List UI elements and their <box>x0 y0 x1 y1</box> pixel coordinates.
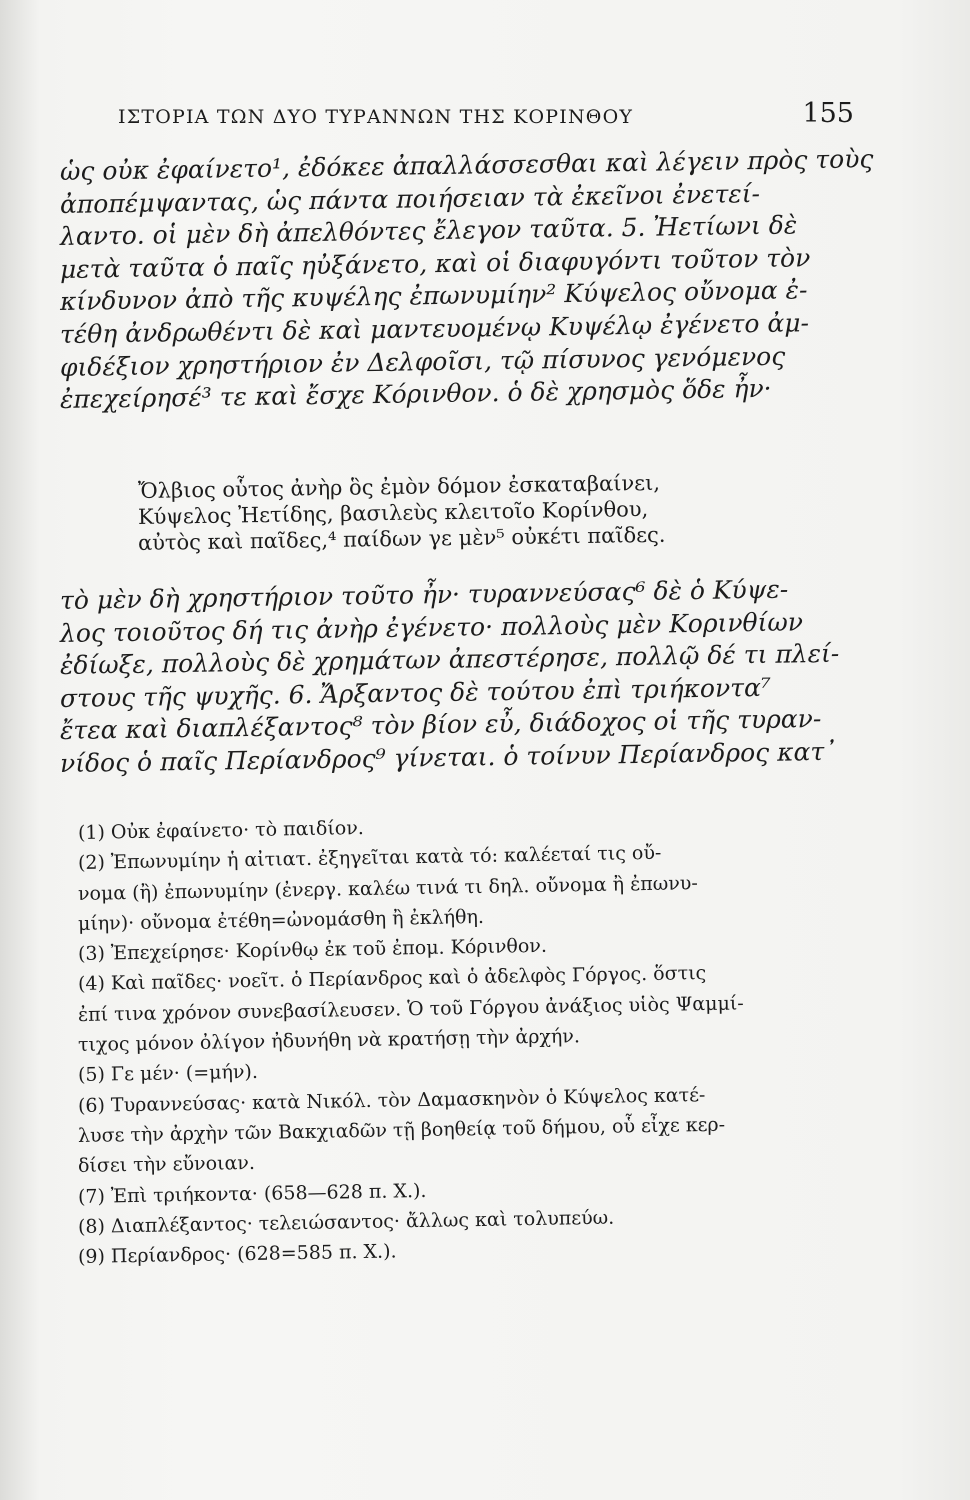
text-line: φιδέξιον χρηστήριον ἐν Δελφοῖσι, τῷ πίσυνος γενόμενος <box>59 341 786 382</box>
text-line: τὸ μὲν δὴ χρηστήριον τοῦτο ἦν· τυραννεύσας⁶ δὲ ὁ Κύψε- <box>59 574 789 615</box>
text-line: μετὰ ταῦτα ὁ παῖς ηὐξάνετο, καὶ οἱ διαφυγόντι τοῦτον τὸν <box>59 242 811 284</box>
footnote-line: τιχος μόνον ὀλίγον ἠδυνήθη νὰ κρατήσῃ τὴν ἀρχήν. <box>77 1025 581 1057</box>
text-line: ἐπεχείρησέ³ τε καὶ ἔσχε Κόρινθον. ὁ δὲ χρησμὸς ὅδε ἦν· <box>59 373 772 415</box>
footnote-line: ἐπί τινα χρόνον συνεβασίλευσεν. Ὁ τοῦ Γόργου ἀνάξιος υἱὸς Ψαμμί- <box>77 992 744 1026</box>
text-line: κίνδυνον ἀπὸ τῆς κυψέλης ἐπωνυμίην² Κύψελος οὔνομα ἐ- <box>59 275 808 317</box>
page-number: 155 <box>802 98 854 129</box>
text-line: λος τοιοῦτος δή τις ἀνὴρ ἐγένετο· πολλοὺς μὲν Κορινθίων <box>59 606 804 648</box>
footnotes <box>78 818 868 1272</box>
footnote-line: (3) Ἐπεχείρησε· Κορίνθῳ ἐκ τοῦ ἐπομ. Κόρινθον. <box>77 935 548 966</box>
paragraph-2 <box>59 574 860 781</box>
page-header <box>118 98 858 138</box>
footnote-line: (2) Ἐπωνυμίην ἡ αἰτιατ. ἐξηγεῖται κατὰ τό: καλέεταί τις οὔ- <box>77 842 662 875</box>
text-line: ἀποπέμψαντας, ὡς πάντα ποιήσειαν τὰ ἐκεῖνοι ἐνετεί- <box>59 178 761 219</box>
footnote-line: μίην)· οὔνομα ἐτέθη=ὠνομάσθη ἢ ἐκλήθη. <box>77 905 485 935</box>
footnote-line: (1) Οὐκ ἐφαίνετο· τὸ παιδίον. <box>77 817 365 844</box>
text-line: ὡς οὐκ ἐφαίνετο¹, ἐδόκεε ἀπαλλάσσεσθαι καὶ λέγειν πρὸς τοὺς <box>59 144 874 186</box>
paragraph-1 <box>59 144 874 417</box>
footnote-line: (5) Γε μέν· (=μήν). <box>77 1061 259 1087</box>
verse-line: αὐτὸς καὶ παῖδες,⁴ παίδων γε μὲν⁵ οὐκέτι παῖδες. <box>137 522 666 555</box>
footnote-line: (9) Περίανδρος· (628=585 π. Χ.). <box>77 1240 397 1269</box>
text-line: ἐδίωξε, πολλοὺς δὲ χρημάτων ἀπεστέρησε, πολλῷ δέ τι πλεί- <box>59 638 840 681</box>
text-line: λαντο. οἱ μὲν δὴ ἀπελθόντες ἔλεγον ταῦτα. 5. Ἠετίωνι δὲ <box>59 210 798 252</box>
footnote-line: δίσει τὴν εὔνοιαν. <box>77 1152 256 1178</box>
verse-line: Κύψελος Ἠετίδης, βασιλεὺς κλειτοῖο Κορίνθου, <box>137 496 649 529</box>
footnote-line: νομα (ἢ) ἐπωνυμίην (ἐνεργ. καλέω τινά τι δηλ. οὔνομα ἢ ἐπωνυ- <box>77 871 698 905</box>
text-line: τέθη ἀνδρωθέντι δὲ καὶ μαντευομένῳ Κυψέλῳ ἐγένετο ἀμ- <box>59 308 810 349</box>
text-line: νίδος ὁ παῖς Περίανδρος⁹ γίνεται. ὁ τοίνυν Περίανδρος κατ᾽ <box>59 736 837 778</box>
text-line: ἔτεα καὶ διαπλέξαντος⁸ τὸν βίον εὖ, διάδοχος οἱ τῆς τυραν- <box>59 704 822 746</box>
text-line: στους τῆς ψυχῆς. 6. Ἄρξαντος δὲ τούτου ἐπὶ τριήκοντα⁷ <box>59 672 772 713</box>
footnote-line: (8) Διαπλέξαντος· τελειώσαντος· ἄλλως καὶ τολυπεύω. <box>77 1206 615 1238</box>
footnote-line: (4) Καὶ παῖδες· νοεῖτ. ὁ Περίανδρος καὶ ὁ ἀδελφὸς Γόργος. ὅστις <box>77 962 707 996</box>
footnote-line: (6) Τυραννεύσας· κατὰ Νικόλ. τὸν Δαμασκηνὸν ὁ Κύψελος κατέ- <box>77 1083 706 1117</box>
verse-line: Ὄλβιος οὗτος ἀνὴρ ὃς ἐμὸν δόμον ἐσκαταβαίνει, <box>137 470 661 503</box>
footnote-line: λυσε τὴν ἀρχὴν τῶν Βακχιαδῶν τῇ βοηθείᾳ τοῦ δήμου, οὗ εἶχε κερ- <box>77 1113 726 1147</box>
running-head: ΙΣΤΟΡΙΑ ΤΩΝ ΔΥΟ ΤΥΡΑΝΝΩΝ ΤΗΣ ΚΟΡΙΝΘΟΥ <box>118 106 634 128</box>
footnote-line: (7) Ἐπὶ τριήκοντα· (658—628 π. Χ.). <box>77 1179 427 1208</box>
oracle-verse <box>137 470 828 556</box>
